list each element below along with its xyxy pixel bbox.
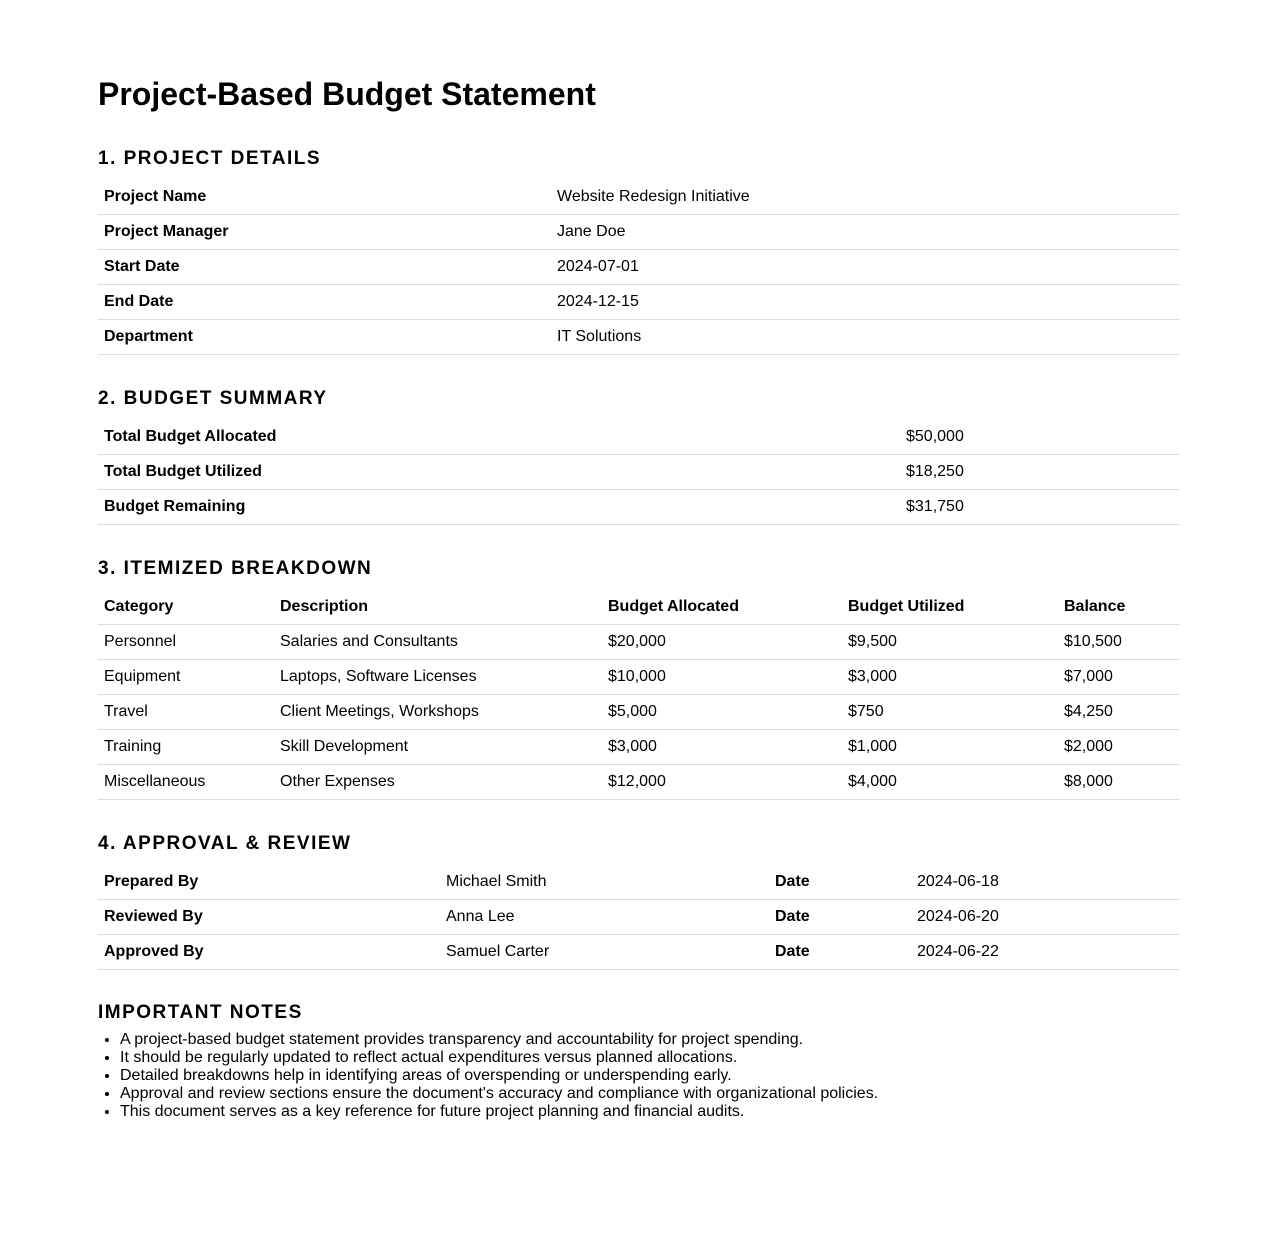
table-cell: $12,000 xyxy=(602,765,842,800)
field-label: Department xyxy=(98,320,551,355)
field-label: Project Name xyxy=(98,180,551,215)
important-notes-section xyxy=(98,999,1180,1121)
list-item: • This document serves as a key reference for future project planning and financial audits. xyxy=(120,1103,1180,1121)
table-cell: Training xyxy=(98,730,274,765)
field-label: Project Manager xyxy=(98,215,551,250)
table-row xyxy=(98,660,1180,695)
field-value: 2024-12-15 xyxy=(551,285,1180,320)
table-row xyxy=(98,455,1180,490)
page-title: Project-Based Budget Statement xyxy=(98,76,596,112)
approval-review-table xyxy=(98,865,1180,970)
table-cell: $7,000 xyxy=(1058,660,1180,695)
table-cell: Client Meetings, Workshops xyxy=(274,695,602,730)
approval-review-heading: 4. APPROVAL & REVIEW xyxy=(98,833,352,854)
table-cell: $10,500 xyxy=(1058,625,1180,660)
budget-summary-table xyxy=(98,420,1180,525)
approval-name: Anna Lee xyxy=(440,900,769,935)
table-cell: Equipment xyxy=(98,660,274,695)
budget-summary-section xyxy=(98,385,1180,525)
date-label: Date xyxy=(769,900,911,935)
approval-name: Samuel Carter xyxy=(440,935,769,970)
list-item: • Detailed breakdowns help in identifying areas of overspending or underspending early. xyxy=(120,1067,1180,1085)
column-header: Description xyxy=(274,590,602,625)
field-value: 2024-07-01 xyxy=(551,250,1180,285)
project-details-heading: 1. PROJECT DETAILS xyxy=(98,148,322,169)
list-item: • It should be regularly updated to reflect actual expenditures versus planned allocations. xyxy=(120,1049,1180,1067)
summary-value: $50,000 xyxy=(900,420,1180,455)
important-notes-heading: IMPORTANT NOTES xyxy=(98,1002,303,1023)
table-cell: $4,000 xyxy=(842,765,1058,800)
table-cell: Miscellaneous xyxy=(98,765,274,800)
date-label: Date xyxy=(769,865,911,900)
table-cell: $3,000 xyxy=(602,730,842,765)
table-cell: $5,000 xyxy=(602,695,842,730)
table-cell: $4,250 xyxy=(1058,695,1180,730)
field-value: IT Solutions xyxy=(551,320,1180,355)
table-cell: $9,500 xyxy=(842,625,1058,660)
table-row xyxy=(98,900,1180,935)
table-cell: $750 xyxy=(842,695,1058,730)
table-row xyxy=(98,935,1180,970)
table-cell: $3,000 xyxy=(842,660,1058,695)
table-cell: Skill Development xyxy=(274,730,602,765)
table-row xyxy=(98,320,1180,355)
column-header: Budget Allocated xyxy=(602,590,842,625)
table-row xyxy=(98,765,1180,800)
project-details-section xyxy=(98,145,1180,355)
table-header-row xyxy=(98,590,1180,625)
table-row xyxy=(98,865,1180,900)
project-details-table xyxy=(98,180,1180,355)
summary-value: $31,750 xyxy=(900,490,1180,525)
field-label: End Date xyxy=(98,285,551,320)
table-row xyxy=(98,180,1180,215)
summary-label: Budget Remaining xyxy=(98,490,900,525)
itemized-breakdown-heading: 3. ITEMIZED BREAKDOWN xyxy=(98,558,373,579)
table-cell: $10,000 xyxy=(602,660,842,695)
date-label: Date xyxy=(769,935,911,970)
table-row xyxy=(98,695,1180,730)
approval-role: Prepared By xyxy=(98,865,440,900)
list-item: • Approval and review sections ensure the document's accuracy and compliance with organizational policies. xyxy=(120,1085,1180,1103)
itemized-breakdown-section xyxy=(98,555,1180,800)
approval-date: 2024-06-18 xyxy=(911,865,1180,900)
budget-summary-heading: 2. BUDGET SUMMARY xyxy=(98,388,328,409)
table-cell: Other Expenses xyxy=(274,765,602,800)
table-cell: $20,000 xyxy=(602,625,842,660)
approval-role: Approved By xyxy=(98,935,440,970)
column-header: Category xyxy=(98,590,274,625)
table-cell: Laptops, Software Licenses xyxy=(274,660,602,695)
itemized-breakdown-table xyxy=(98,590,1180,800)
table-row xyxy=(98,730,1180,765)
table-cell: $1,000 xyxy=(842,730,1058,765)
table-cell: Salaries and Consultants xyxy=(274,625,602,660)
table-row xyxy=(98,490,1180,525)
approval-role: Reviewed By xyxy=(98,900,440,935)
table-cell: Personnel xyxy=(98,625,274,660)
notes-list xyxy=(98,1031,1180,1121)
column-header: Budget Utilized xyxy=(842,590,1058,625)
table-row xyxy=(98,285,1180,320)
table-row xyxy=(98,625,1180,660)
summary-label: Total Budget Utilized xyxy=(98,455,900,490)
approval-review-section xyxy=(98,830,1180,970)
document xyxy=(98,0,1180,1121)
table-row xyxy=(98,215,1180,250)
summary-value: $18,250 xyxy=(900,455,1180,490)
field-value: Jane Doe xyxy=(551,215,1180,250)
table-row xyxy=(98,420,1180,455)
approval-name: Michael Smith xyxy=(440,865,769,900)
approval-date: 2024-06-20 xyxy=(911,900,1180,935)
table-cell: $8,000 xyxy=(1058,765,1180,800)
column-header: Balance xyxy=(1058,590,1180,625)
list-item: • A project-based budget statement provides transparency and accountability for project spending. xyxy=(120,1031,1180,1049)
table-cell: $2,000 xyxy=(1058,730,1180,765)
field-value: Website Redesign Initiative xyxy=(551,180,1180,215)
summary-label: Total Budget Allocated xyxy=(98,420,900,455)
table-cell: Travel xyxy=(98,695,274,730)
table-row xyxy=(98,250,1180,285)
approval-date: 2024-06-22 xyxy=(911,935,1180,970)
field-label: Start Date xyxy=(98,250,551,285)
